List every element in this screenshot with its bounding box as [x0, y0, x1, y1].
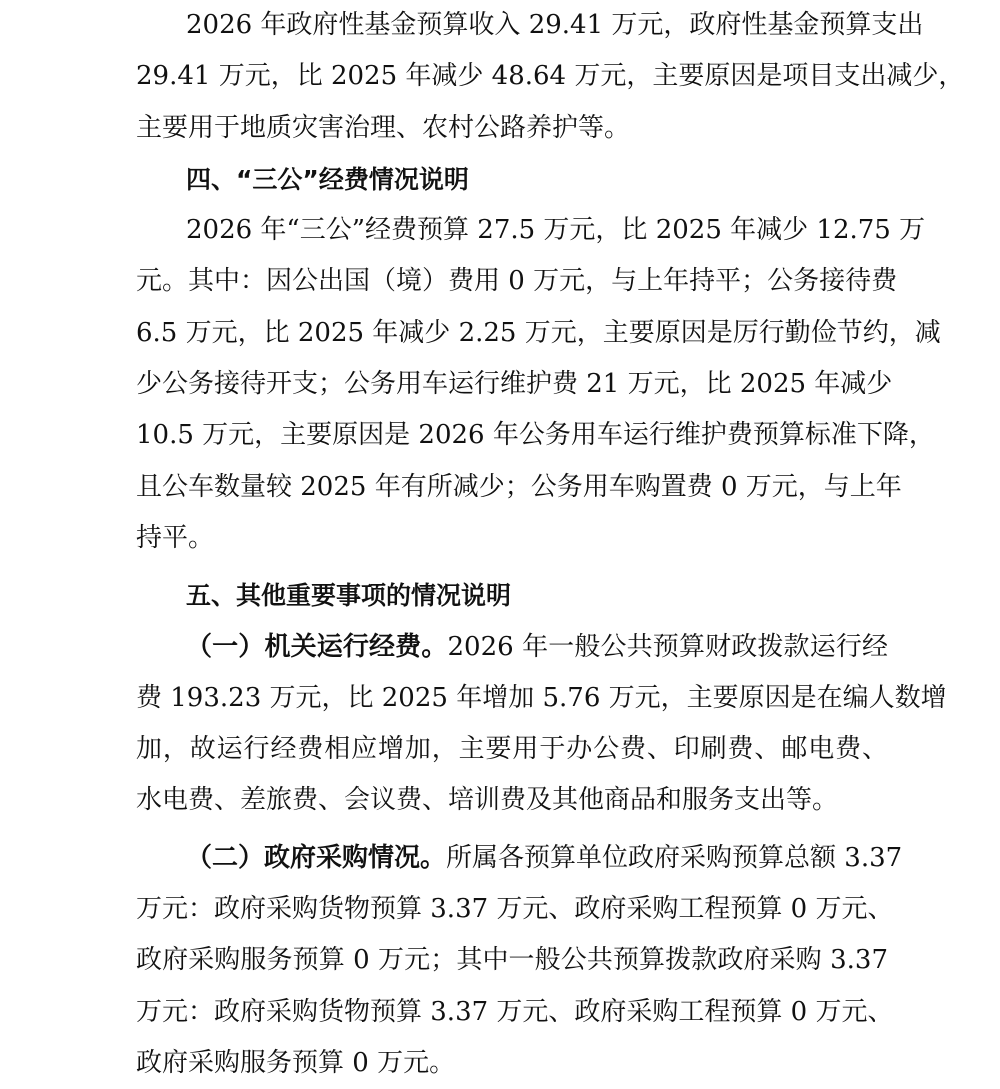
paragraph-line: [136, 622, 888, 673]
paragraph-operating-expenses: [136, 622, 947, 827]
paragraph-line: 政府采购服务预算 0 万元；其中一般公共预算拨款政府采购 3.37: [136, 945, 888, 976]
subsection-lead: （二）政府采购情况。: [186, 842, 447, 873]
paragraph-line: 加，故运行经费相应增加，主要用于办公费、印刷费、邮电费、: [136, 734, 888, 765]
section-heading-other-matters: 五、其他重要事项的情况说明: [186, 581, 512, 611]
paragraph-line: 费 193.23 万元，比 2025 年增加 5.76 万元，主要原因是在编人数增: [136, 682, 947, 713]
paragraph-text: 2026 年一般公共预算财政拨款运行经: [447, 631, 888, 662]
paragraph-line: 万元：政府采购货物预算 3.37 万元、政府采购工程预算 0 万元、: [136, 996, 894, 1027]
paragraph-fund-budget: [136, 0, 965, 154]
paragraph-line: 6.5 万元，比 2025 年减少 2.25 万元，主要原因是厉行勤俭节约，减: [136, 317, 941, 348]
paragraph-line: 水电费、差旅费、会议费、培训费及其他商品和服务支出等。: [136, 785, 839, 816]
paragraph-line: 主要用于地质灾害治理、农村公路养护等。: [136, 112, 631, 143]
paragraph-three-public-expenses: [136, 205, 941, 564]
paragraph-line: 元。其中：因公出国（境）费用 0 万元，与上年持平；公务接待费: [136, 266, 898, 297]
paragraph-line: 政府采购服务预算 0 万元。: [136, 1047, 456, 1078]
paragraph-line: 29.41 万元，比 2025 年减少 48.64 万元，主要原因是项目支出减少，: [136, 61, 965, 92]
section-heading-three-public: 四、“三公”经费情况说明: [186, 164, 469, 194]
paragraph-line: 10.5 万元，主要原因是 2026 年公务用车运行维护费预算标准下降，: [136, 420, 935, 451]
document-body: [136, 0, 965, 1089]
paragraph-line: [136, 833, 903, 884]
paragraph-line: 且公车数量较 2025 年有所减少；公务用车购置费 0 万元，与上年: [136, 471, 902, 502]
subsection-lead: （一）机关运行经费。: [186, 631, 448, 662]
paragraph-line: 2026 年政府性基金预算收入 29.41 万元，政府性基金预算支出: [186, 10, 924, 40]
paragraph-line: 少公务接待开支；公务用车运行维护费 21 万元，比 2025 年减少: [136, 369, 893, 400]
paragraph-line: 万元：政府采购货物预算 3.37 万元、政府采购工程预算 0 万元、: [136, 894, 894, 925]
paragraph-government-procurement: [136, 833, 903, 1089]
paragraph-line: 持平。: [136, 522, 215, 553]
paragraph-line: 2026 年“三公”经费预算 27.5 万元，比 2025 年减少 12.75 万: [186, 215, 926, 246]
paragraph-text: 所属各预算单位政府采购预算总额 3.37: [446, 842, 903, 873]
